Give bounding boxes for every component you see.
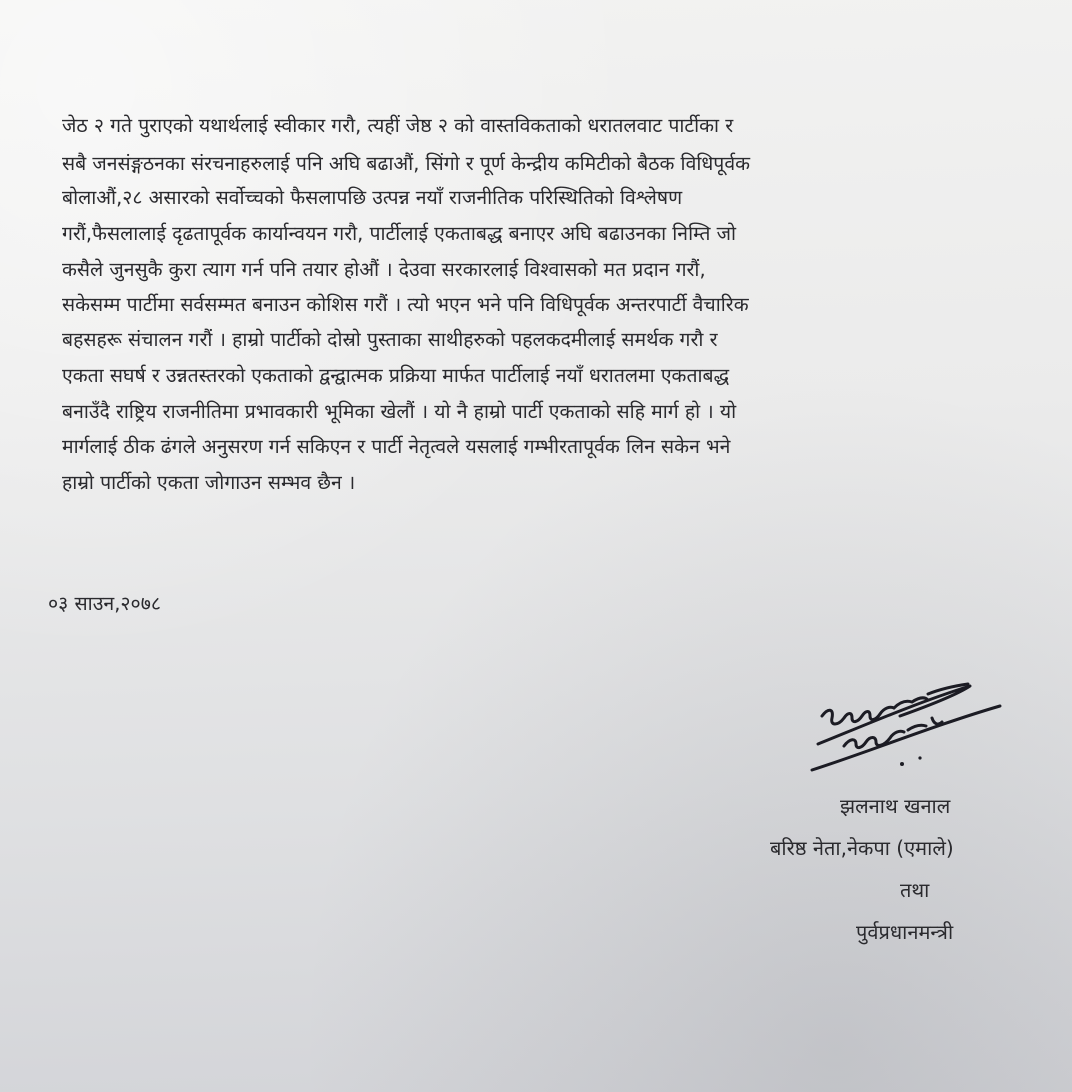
signatory-former-title: पुर्वप्रधानमन्त्री [856, 920, 954, 944]
paragraph-line-11: हाम्रो पार्टीको एकता जोगाउन सम्भव छैन । [62, 471, 356, 494]
paragraph-line-3: बोलाऔं,२८ असारको सर्वोच्चको फैसलापछि उत्पन्न नयाँ राजनीतिक परिस्थितिको विश्लेषण [62, 186, 683, 209]
document-date: ०३ साउन,२०७८ [48, 592, 161, 615]
signatory-title: बरिष्ठ नेता,नेकपा (एमाले) [770, 836, 954, 860]
paragraph-line-7: बहसहरू संचालन गरौं । हाम्रो पार्टीको दोस्रो पुस्ताका साथीहरुको पहलकदमीलाई समर्थक गरौ र [62, 328, 718, 351]
paragraph-line-8: एकता सघर्ष र उन्नतस्तरको एकताको द्वन्द्वात्मक प्रक्रिया मार्फत पार्टीलाई नयाँ धरातलमा एकताबद्ध [62, 364, 730, 387]
paragraph-line-5: कसैले जुनसुकै कुरा त्याग गर्न पनि तयार होऔं । देउवा सरकारलाई विश्वासको मत प्रदान गरौं, [62, 258, 706, 281]
statement-paragraph [0, 0, 1072, 520]
paragraph-line-9: बनाउँदै राष्ट्रिय राजनीतिमा प्रभावकारी भूमिका खेलौं । यो नै हाम्रो पार्टी एकताको सहि मार्ग हो । यो [62, 400, 737, 423]
paragraph-line-10: मार्गलाई ठीक ढंगले अनुसरण गर्न सकिएन र पार्टी नेतृत्वले यसलाई गम्भीरतापूर्वक लिन सकेन भने [62, 435, 731, 458]
paragraph-line-6: सकेसम्म पार्टीमा सर्वसम्मत बनाउन कोशिस गरौं । त्यो भएन भने पनि विधिपूर्वक अन्तरपार्टी वैचारिक [62, 293, 749, 316]
paragraph-line-4: गरौं,फैसलालाई दृढतापूर्वक कार्यान्वयन गरौ, पार्टीलाई एकताबद्ध बनाएर अघि बढाउनका निम्ति जो [62, 222, 737, 245]
handwritten-signature [808, 672, 1008, 784]
paragraph-line-2: सबै जनसंङ्गठनका संरचनाहरुलाई पनि अघि बढाऔं, सिंगो र पूर्ण केन्द्रीय कमिटीको बैठक विधिपूर्वक [62, 152, 751, 175]
signatory-name: झलनाथ खनाल [840, 794, 951, 818]
signatory-conjunction: तथा [900, 878, 930, 902]
paragraph-line-1: जेठ २ गते पुराएको यथार्थलाई स्वीकार गरौ, त्यहीं जेष्ठ २ को वास्तविकताको धरातलवाट पार्टीका र [62, 114, 734, 137]
